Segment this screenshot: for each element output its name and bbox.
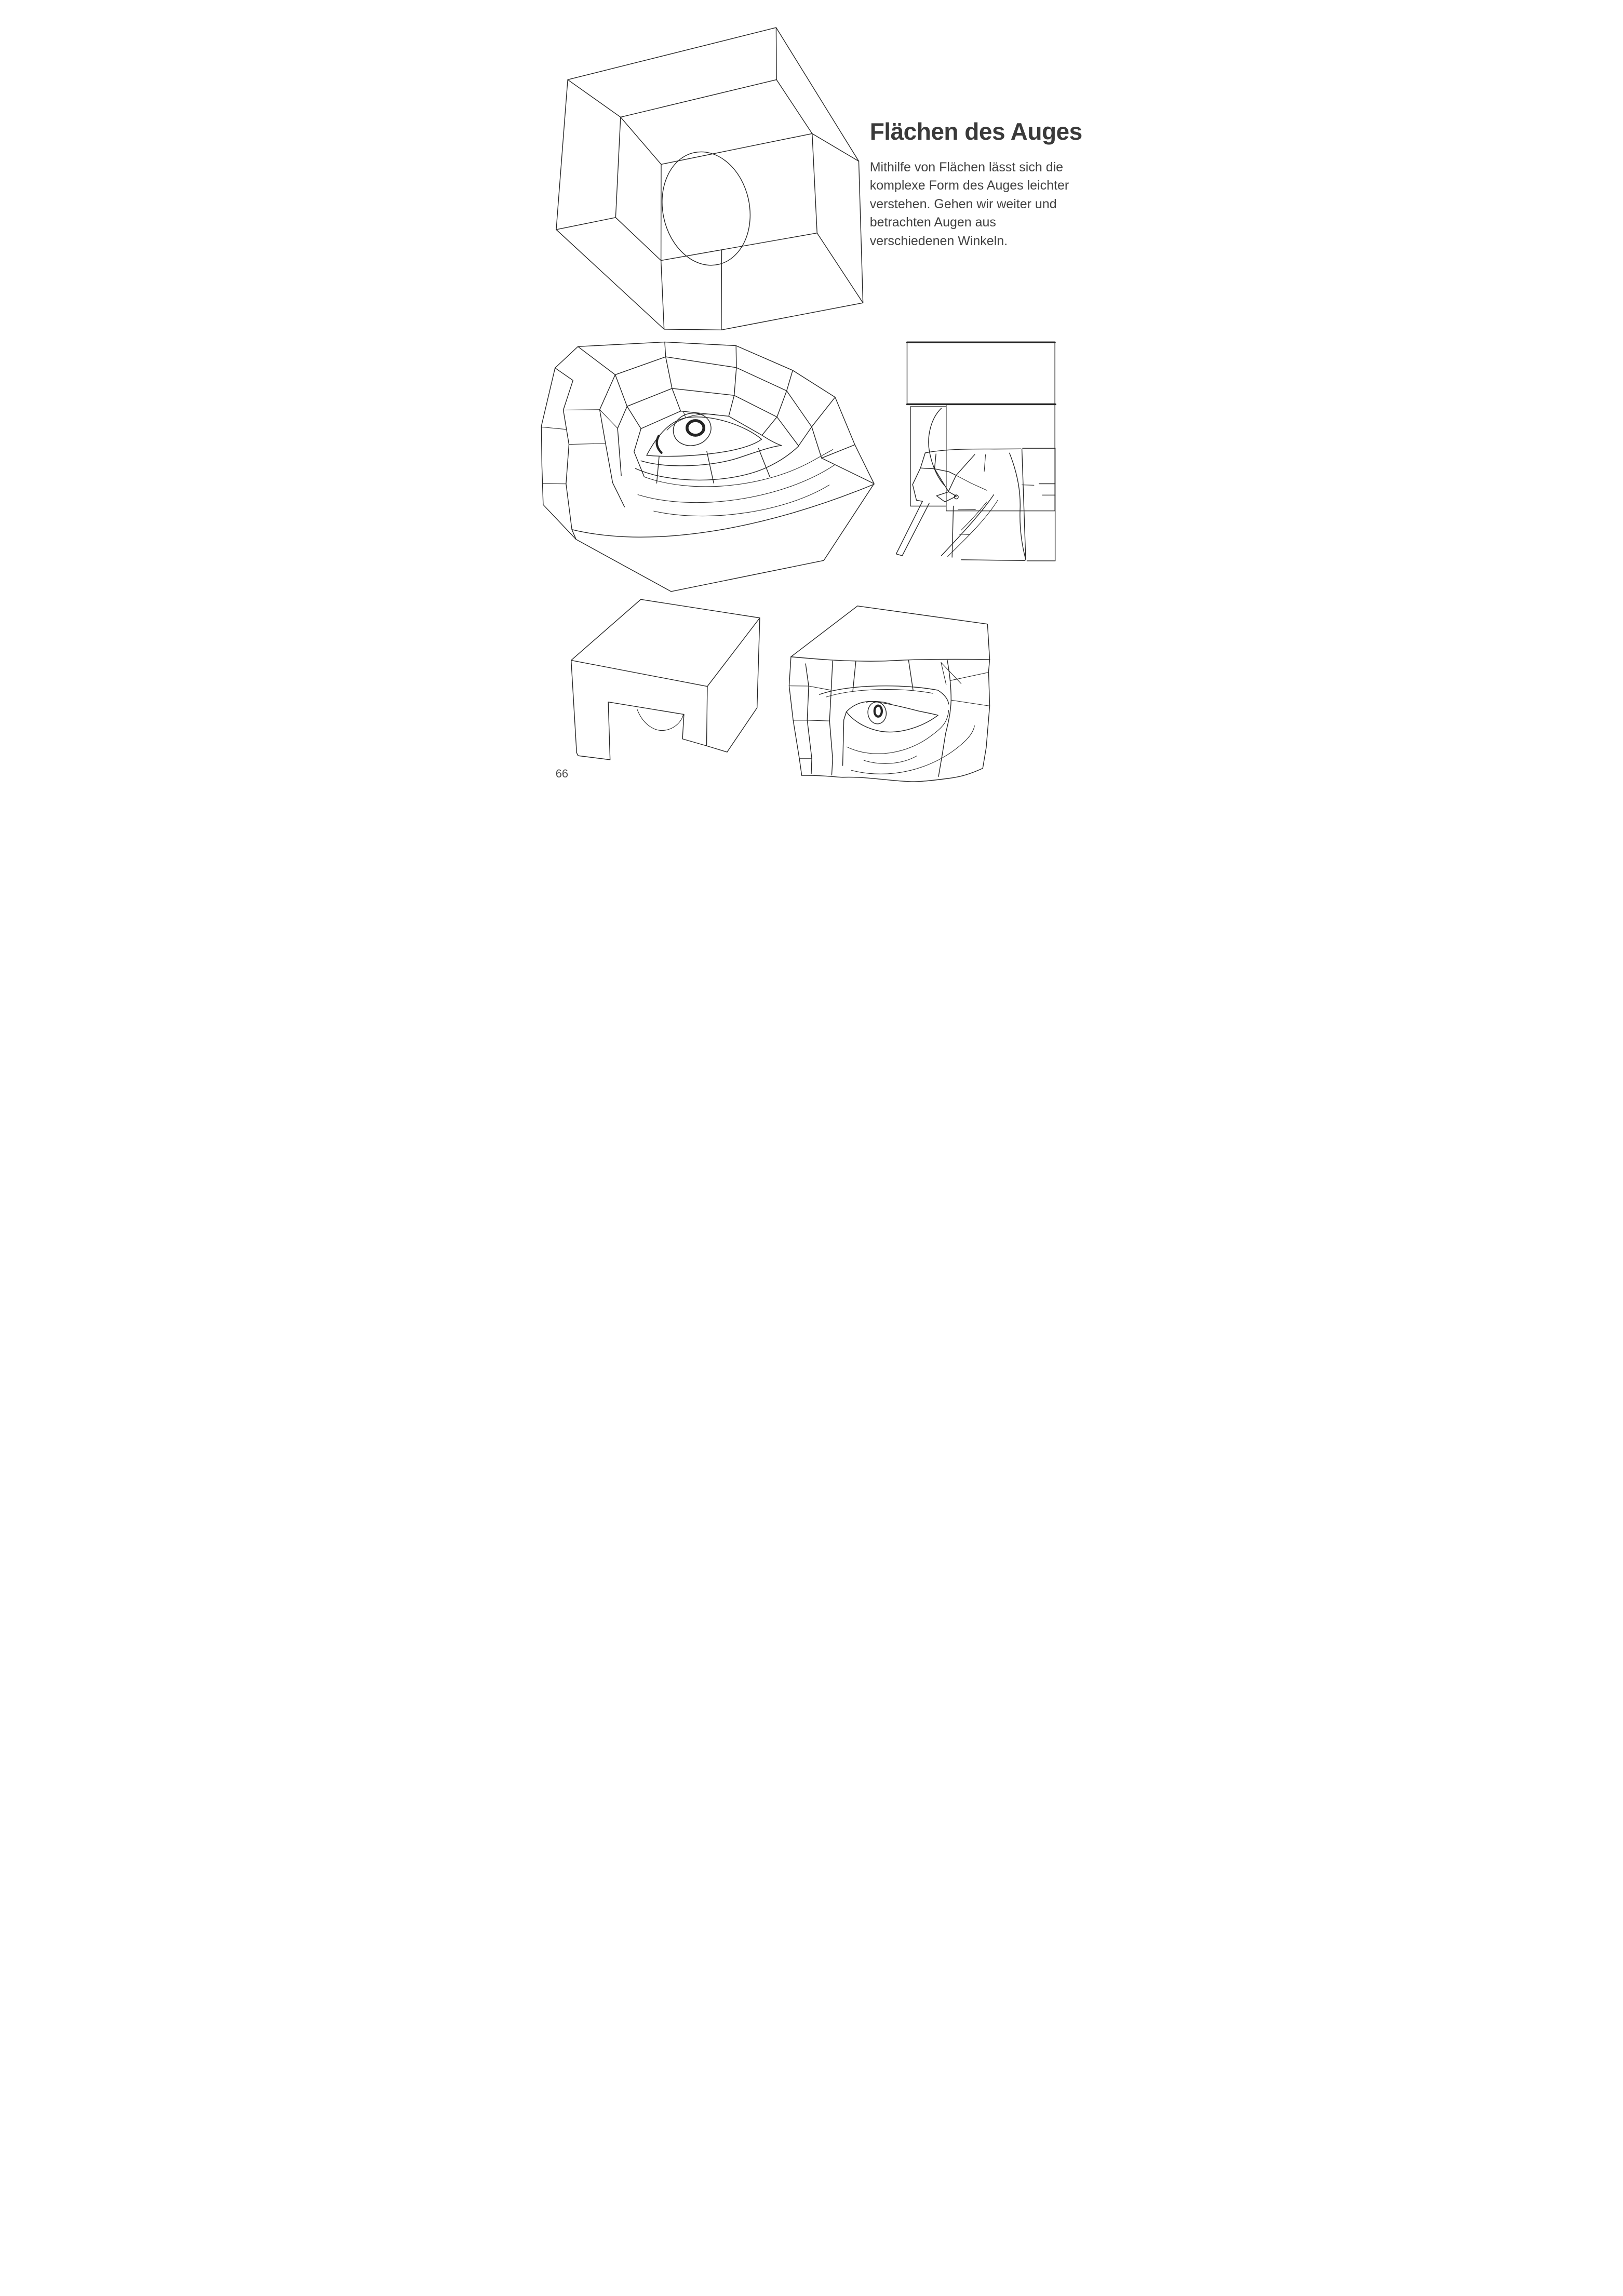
figure-planar-eye-front	[535, 337, 882, 596]
book-page	[526, 0, 1097, 808]
figure-box-construction-below	[568, 594, 761, 762]
section-title: Flächen des Auges	[869, 118, 1082, 145]
intro-paragraph-line: Mithilfe von Flächen lässt sich die	[869, 159, 1064, 174]
intro-paragraph-line: betrachten Augen aus	[869, 215, 996, 230]
figure-planar-eye-three-quarter	[782, 601, 994, 786]
page-number: 66	[555, 767, 569, 780]
intro-paragraph	[870, 158, 1069, 251]
intro-paragraph-line: komplexe Form des Auges leichter	[869, 178, 1069, 193]
intro-paragraph-line: verstehen. Gehen wir weiter und	[869, 196, 1057, 211]
figure-planar-eye-profile	[892, 446, 1058, 565]
figure-box-construction-top	[537, 17, 866, 334]
intro-paragraph-line: verschiedenen Winkeln.	[869, 233, 1008, 248]
